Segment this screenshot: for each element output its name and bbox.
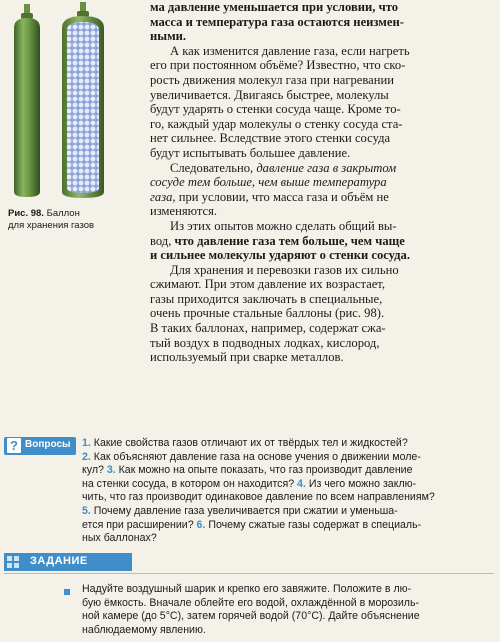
body-text-line: сжимают. При этом давление их возрастает,	[150, 277, 386, 292]
body-text-line: рость движения молекул газа при нагревании	[150, 72, 394, 87]
body-text-line: ными.	[150, 29, 187, 44]
task-header	[4, 553, 132, 571]
body-text-line: газа, при условии, что масса газа и объём не	[150, 189, 389, 204]
body-text-line: используемый при сварке металлов.	[150, 350, 344, 365]
task-line: наблюдаемому явлению.	[82, 623, 206, 636]
question-line: ется при расширении? 6. Почему сжатые газы содержат в специаль-	[82, 518, 422, 531]
body-text-line: вод, что давление газа тем больше, чем чаще	[150, 233, 405, 248]
figure-caption	[8, 208, 133, 232]
body-text-line: изменяются.	[150, 204, 218, 219]
body-text-line: масса и температура газа остаются неизмен-	[150, 14, 404, 29]
question-line: ных баллонах?	[82, 532, 157, 545]
body-text-line: сосуде тем больше, чем выше температура	[150, 175, 387, 190]
question-line: на стенки сосуда, в котором он находится? 4. Из чего можно заклю-	[82, 477, 417, 490]
task-bullet	[64, 589, 70, 595]
body-text-line: го, каждый удар молекулы о стенку сосуда ста-	[150, 116, 403, 131]
question-line: 2. Как объясняют давление газа на основе учения о движении моле-	[82, 450, 421, 463]
body-text-line: газы приходится заключать в специальные,	[150, 291, 383, 306]
task-divider	[4, 573, 494, 574]
figure-caption-text-2: для хранения газов	[8, 220, 95, 231]
body-text-line: В таких баллонах, например, содержат сжа-	[150, 321, 386, 336]
body-text-line: Из этих опытов можно сделать общий вы-	[170, 218, 397, 233]
question-mark-icon: ?	[7, 438, 21, 453]
figure-caption-text: Баллон	[46, 208, 80, 219]
question-line: кул? 3. Как можно на опыте показать, что газ производит давление	[82, 464, 413, 477]
body-text-line: и сильнее молекулы ударяют о стенки сосуда.	[150, 248, 411, 263]
body-text-line: Для хранения и перевозки газов их сильно	[170, 262, 399, 277]
task-line: ной камере (до 5°С), затем горячей водой (70°С). Дайте объяснение	[82, 610, 420, 623]
question-line: 5. Почему давление газа увеличивается при сжатии и уменьша-	[82, 504, 398, 517]
task-line: Надуйте воздушный шарик и крепко его завяжите. Положите в лю-	[82, 583, 412, 595]
task-dots-icon	[7, 556, 21, 568]
questions-text	[82, 437, 494, 546]
body-text-line: А как изменится давление газа, если нагреть	[170, 43, 410, 58]
body-text-line: будут испытывать большее давление.	[150, 145, 351, 160]
body-text-line: нет сильнее. Вследствие этого стенки сосуда	[150, 131, 391, 146]
questions-label: Вопросы	[25, 439, 71, 450]
body-text-line: тый воздух в подводных лодках, кислород,	[150, 335, 380, 350]
questions-tag	[4, 437, 76, 455]
body-text-line: очень прочные стальные баллоны (рис. 98).	[150, 306, 385, 321]
gas-cylinder-figure	[0, 0, 130, 235]
task-label: ЗАДАНИЕ	[30, 555, 88, 567]
body-text-line: ма давление уменьшается при условии, что	[150, 0, 399, 14]
question-line: чить, что газ производит одинаковое давление по всем направлениям?	[82, 491, 435, 504]
main-body-text	[150, 0, 494, 365]
task-line: бую ёмкость. Вначале облейте его водой, охлаждённой в морозиль-	[82, 596, 420, 609]
body-text-line: увеличивается. Двигаясь быстрее, молекулы	[150, 87, 389, 102]
question-line: 1. Какие свойства газов отличают их от твёрдых тел и жидкостей?	[82, 437, 408, 449]
figure-caption-label: Рис. 98.	[8, 208, 44, 219]
task-text	[82, 583, 494, 637]
gas-cylinder-illustration	[0, 0, 130, 205]
body-text-line: Следовательно, давление газа в закрытом	[170, 160, 397, 175]
body-text-line: будут ударять о стенки сосуда чаще. Кроме то-	[150, 102, 401, 117]
body-text-line: его при постоянном объёме? Известно, что ско-	[150, 58, 406, 73]
